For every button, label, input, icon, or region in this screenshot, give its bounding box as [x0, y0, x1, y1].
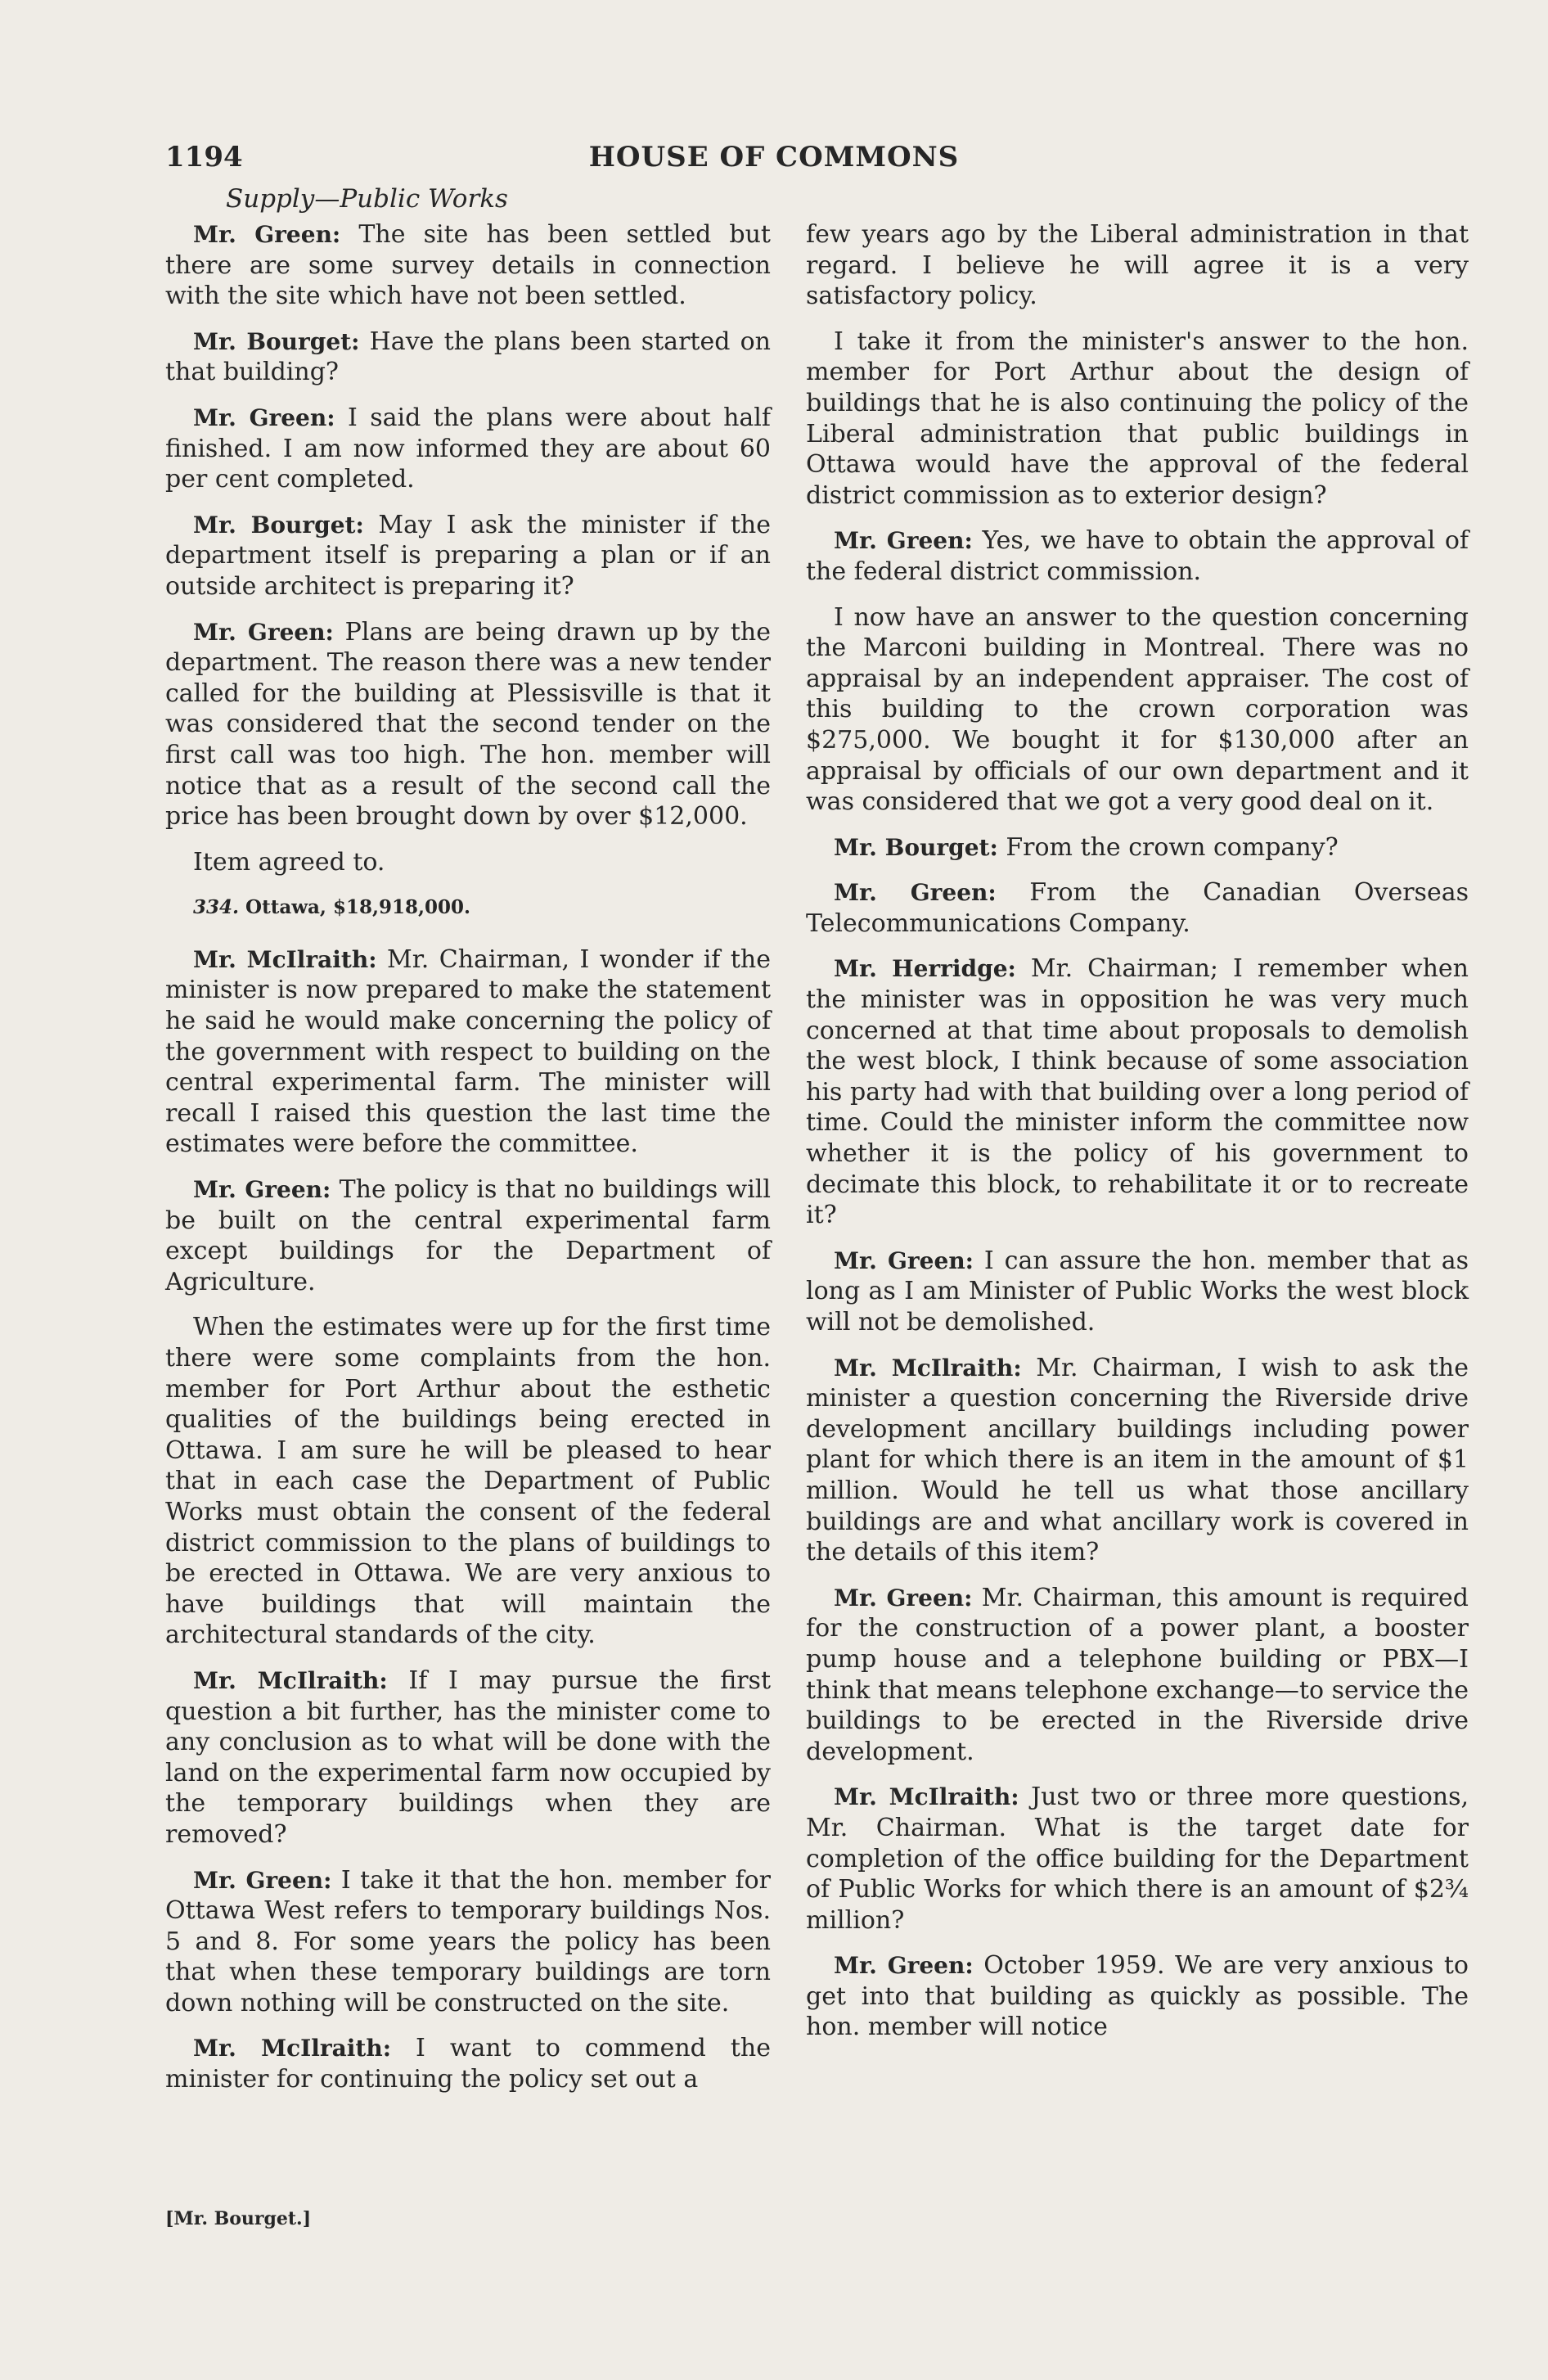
paragraph-text: I take it that the hon. member for Ottawa West refers to temporary buildings Nos. 5 and 8. For some years the policy has been that when these temporary buildings are torn down nothing will be constructed on the site.	[165, 1865, 771, 2017]
paragraph-text: If I may pursue the first question a bit further, has the minister come to any conclusion as to what will be done with the land on the experimental farm now occupied by the temporary buildings when they are removed?	[165, 1666, 772, 1849]
paragraph	[165, 617, 771, 832]
speaker-name: Mr. Green:	[834, 1584, 973, 1611]
speaker-name: Mr. McIlraith:	[193, 945, 377, 973]
paragraph-text: October 1959. We are very anxious to get into that building as quickly as possible. The hon. member will notice	[806, 1951, 1469, 2042]
paragraph	[165, 1312, 771, 1651]
page-number: 1194	[165, 141, 243, 174]
paragraph	[165, 403, 771, 495]
paragraph-text: Just two or three more questions, Mr. Chairman. What is the target date for completion of the office building for the Department of Public Works for which there is an amount of $2¾ million?	[806, 1783, 1469, 1935]
paragraph-text: I can assure the hon. member that as long as I am Minister of Public Works the west block will not be demolished.	[806, 1246, 1469, 1336]
paragraph	[806, 1583, 1469, 1768]
paragraph-text: I want to commend the minister for continuing the policy set out a	[165, 2034, 771, 2094]
speaker-name: Mr. Herridge:	[834, 955, 1016, 983]
speaker-name: Mr. Green:	[834, 879, 997, 907]
speaker-name: Mr. Bourget:	[193, 327, 360, 355]
footer-note: [Mr. Bourget.]	[165, 2208, 312, 2229]
paragraph-text: Plans are being drawn up by the department. The reason there was a new tender called for the building at Plessisville is that it was considered that the second tender on the first call was too high. The hon. member will notice that as a result of the second call the price has been brought down by over $12,000.	[165, 617, 771, 832]
paragraph	[165, 1865, 771, 2019]
paragraph	[806, 1353, 1469, 1568]
paragraph-text: Mr. Chairman, I wish to ask the minister a question concerning the Riverside drive development ancillary buildings including power plant for which there is an item in the amount of $1 million. Would he tell us what those ancillary buildings are and what ancillary work is covered in the details of this item?	[806, 1353, 1469, 1567]
paragraph-text: Item agreed to.	[193, 847, 385, 877]
paragraph	[806, 219, 1469, 312]
paragraph-text: May I ask the minister if the department itself is preparing a plan or if an outside architect is preparing it?	[165, 510, 771, 601]
paragraph	[165, 510, 771, 602]
paragraph-text: When the estimates were up for the first time there were some complaints from the hon. member for Port Arthur about the esthetic qualities of the buildings being erected in Ottawa. I am sure he will be pleased to hear that in each case the Department of Public Works must obtain the consent of the federal district commission to the plans of buildings to be erected in Ottawa. We are very anxious to have buildings that will maintain the architectural standards of the city.	[165, 1313, 771, 1650]
paragraph-text: Mr. Chairman, I wonder if the minister is now prepared to make the statement he said he would make concerning the policy of the government with respect to building on the central experimental farm. The minister will recall I raised this question the last time the estimates were before the committee.	[165, 944, 772, 1159]
speaker-name: Mr. McIlraith:	[834, 1354, 1022, 1382]
right-column	[806, 219, 1469, 2058]
paragraph-text: The site has been settled but there are some survey details in connection with the site which have not been settled.	[165, 220, 771, 311]
paragraph-text: I said the plans were about half finished. I am now informed they are about 60 per cent completed.	[165, 403, 771, 494]
paragraph	[165, 2033, 771, 2094]
speaker-name: Mr. McIlraith:	[834, 1783, 1019, 1811]
speaker-name: Mr. McIlraith:	[193, 2035, 392, 2062]
paragraph	[806, 602, 1469, 818]
paragraph-text: The policy is that no buildings will be built on the central experimental farm except buildings for the Department of Agriculture.	[165, 1175, 771, 1296]
paragraph-text: From the Canadian Overseas Telecommunications Company.	[806, 878, 1469, 938]
paragraph-text: few years ago by the Liberal administration in that regard. I believe he will agree it is a very satisfactory policy.	[806, 220, 1469, 311]
speaker-name: Mr. Bourget:	[834, 833, 998, 861]
paragraph	[806, 832, 1469, 863]
speaker-name: Mr. Green:	[193, 618, 334, 646]
section-subtitle: Supply—Public Works	[226, 184, 508, 214]
speaker-name: Mr. Green:	[193, 403, 335, 431]
speaker-name: Mr. Bourget:	[193, 511, 364, 539]
paragraph	[806, 1246, 1469, 1338]
paragraph	[165, 944, 771, 1160]
paragraph	[165, 892, 771, 923]
paragraph	[806, 525, 1469, 587]
speaker-name: Mr. Green:	[193, 1176, 331, 1204]
left-column	[165, 219, 771, 2110]
item-text: Ottawa, $18,918,000.	[239, 896, 470, 919]
paragraph	[806, 1950, 1469, 2043]
item-number: 334.	[193, 896, 240, 919]
paragraph-text: Yes, we have to obtain the approval of the federal district commission.	[806, 526, 1469, 586]
speaker-name: Mr. McIlraith:	[193, 1666, 388, 1694]
speaker-name: Mr. Green:	[193, 221, 341, 248]
paragraph-text: Mr. Chairman; I remember when the minister was in opposition he was very much concerned at that time about proposals to demolish the west block, I think because of some association his party had with that building over a long period of time. Could the minister inform the committee now whether it is the policy of his government to decimate this block, to rehabilitate it or to recreate it?	[806, 954, 1469, 1230]
paragraph-text: Have the plans been started on that building?	[165, 327, 771, 387]
speaker-name: Mr. Green:	[193, 1866, 332, 1894]
paragraph	[165, 1174, 771, 1297]
speaker-name: Mr. Green:	[834, 1246, 974, 1274]
paragraph-text: I take it from the minister's answer to the hon. member for Port Arthur about the design of buildings that he is also continuing the policy of the Liberal administration that public buildings in Ottawa would have the approval of the federal district commission as to exterior design?	[806, 327, 1469, 510]
paragraph-text: From the crown company?	[997, 832, 1339, 862]
paragraph-text: I now have an answer to the question concerning the Marconi building in Montreal. There was no appraisal by an independent appraiser. The cost of this building to the crown corporation was $275,000. We bought it for $130,000 after an appraisal by officials of our own department and it was considered that we got a very good deal on it.	[806, 602, 1469, 817]
page-title: HOUSE OF COMMONS	[588, 141, 960, 174]
paragraph	[165, 1666, 771, 1850]
paragraph	[165, 327, 771, 388]
speaker-name: Mr. Green:	[834, 527, 973, 555]
paragraph	[806, 1782, 1469, 1936]
paragraph-text: Mr. Chairman, this amount is required for the construction of a power plant, a booster pump house and a telephone building or PBX—I think that means telephone exchange—to service the buildings to be erected in the Riverside drive development.	[806, 1583, 1469, 1766]
speaker-name: Mr. Green:	[834, 1952, 974, 1980]
paragraph	[806, 327, 1469, 512]
paragraph	[806, 953, 1469, 1230]
paragraph	[806, 877, 1469, 939]
paragraph	[165, 219, 771, 312]
paragraph	[165, 847, 771, 878]
